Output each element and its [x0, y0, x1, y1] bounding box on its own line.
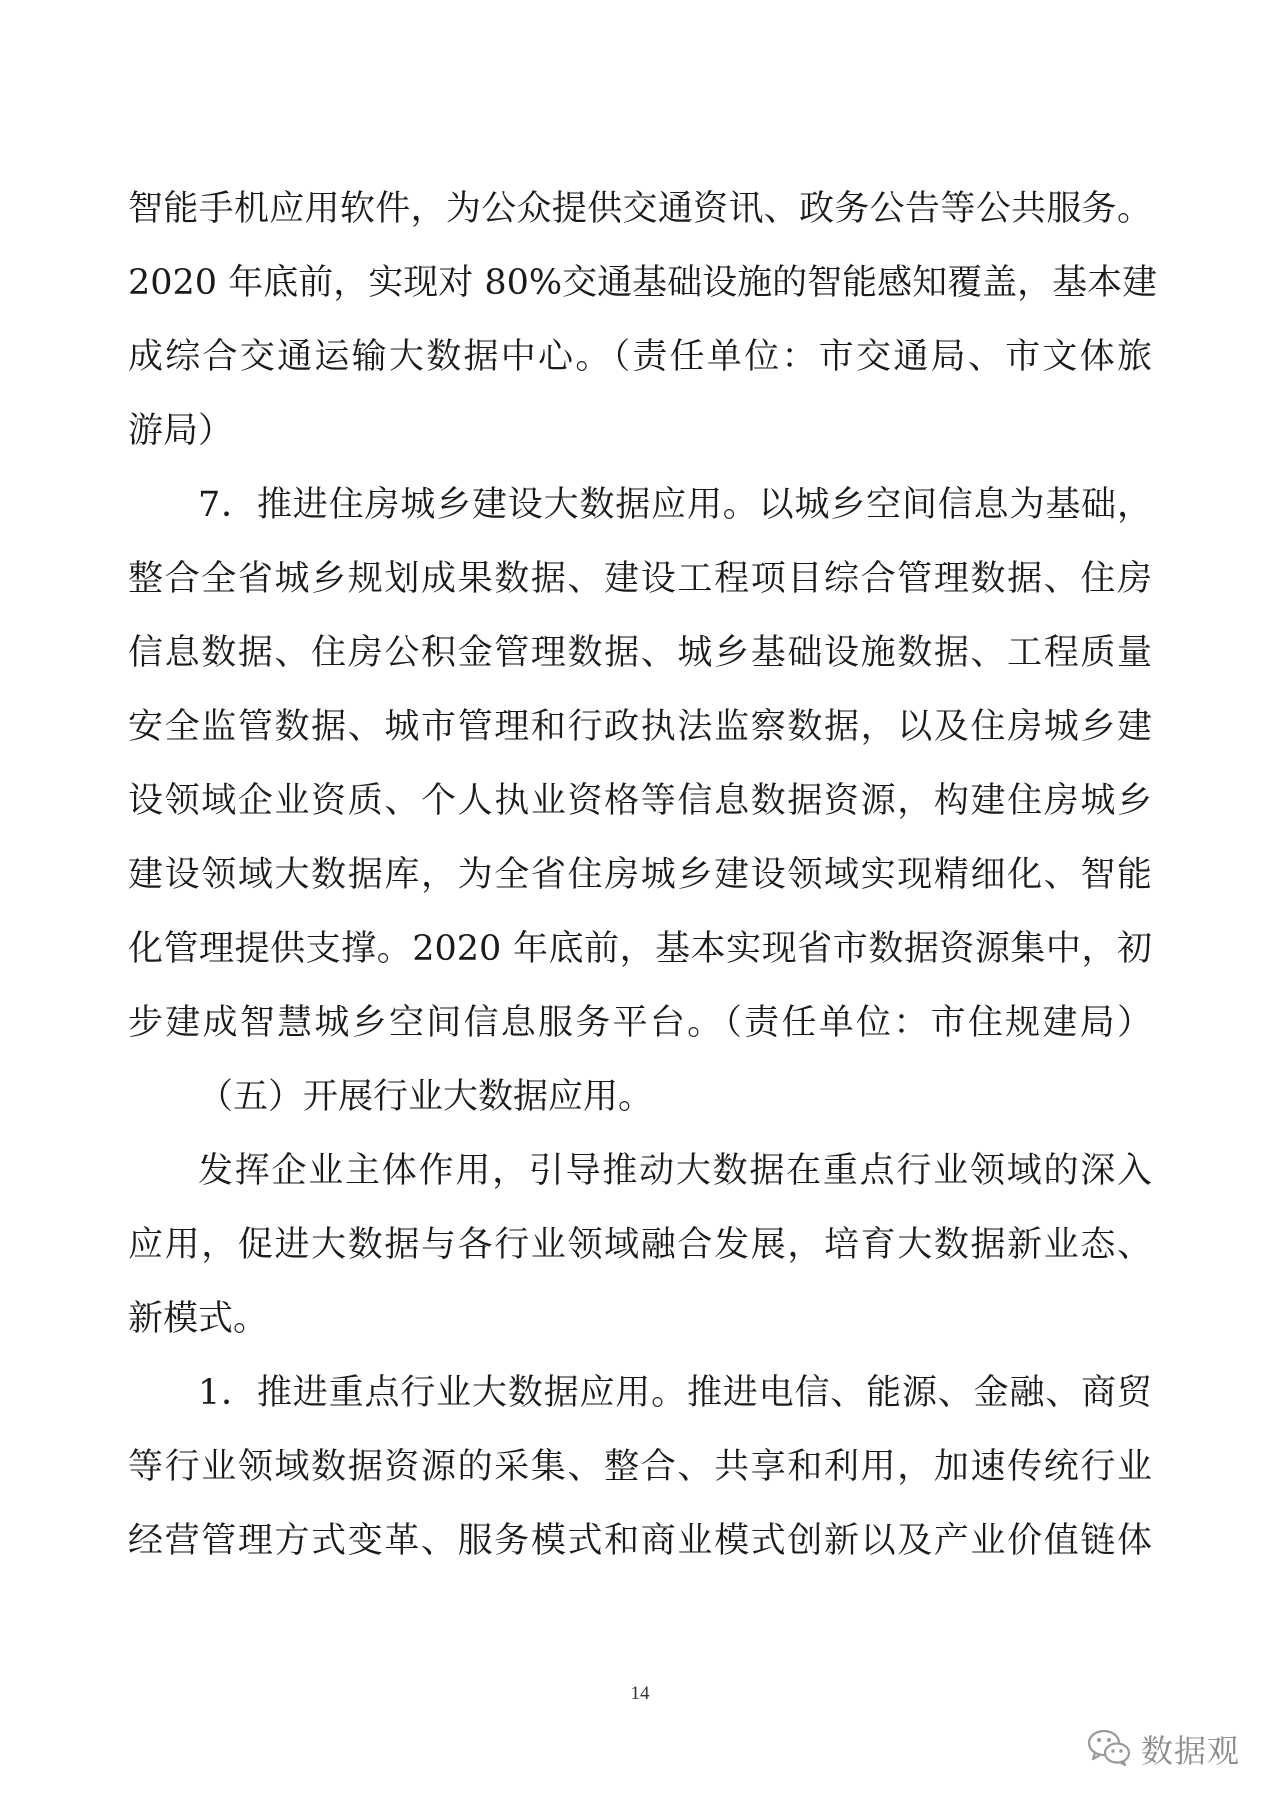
text-line: 7．推进住房城乡建设大数据应用。以城乡空间信息为基础， — [198, 485, 1152, 525]
text-line: （五）开展行业大数据应用。 — [198, 1077, 654, 1117]
text-line: 建设领域大数据库，为全省住房城乡建设领域实现精细化、智能 — [128, 855, 1152, 895]
text-line: 成综合交通运输大数据中心。（责任单位：市交通局、市文体旅 — [128, 337, 1152, 377]
watermark-text: 数据观 — [1140, 1732, 1240, 1770]
text-line: 新模式。 — [128, 1299, 269, 1339]
text-line: 智能手机应用软件，为公众提供交通资讯、政务公告等公共服务。 — [128, 189, 1152, 229]
text-line: 经营管理方式变革、服务模式和商业模式创新以及产业价值链体 — [128, 1521, 1152, 1561]
text-line: 信息数据、住房公积金管理数据、城乡基础设施数据、工程质量 — [128, 633, 1152, 673]
text-line: 等行业领域数据资源的采集、整合、共享和利用，加速传统行业 — [128, 1447, 1152, 1487]
text-line: 步建成智慧城乡空间信息服务平台。（责任单位：市住规建局） — [128, 1003, 1152, 1043]
text-line: 整合全省城乡规划成果数据、建设工程项目综合管理数据、住房 — [128, 559, 1152, 599]
text-line: 发挥企业主体作用，引导推动大数据在重点行业领域的深入 — [198, 1151, 1152, 1191]
text-line: 应用，促进大数据与各行业领域融合发展，培育大数据新业态、 — [128, 1225, 1152, 1265]
watermark — [1087, 1726, 1240, 1772]
wechat-icon — [1087, 1728, 1131, 1770]
page-number: 14 — [630, 1683, 650, 1704]
text-line: 安全监管数据、城市管理和行政执法监察数据，以及住房城乡建 — [128, 707, 1152, 747]
text-line: 游局） — [128, 411, 234, 451]
text-line: 2020 年底前，实现对 80%交通基础设施的智能感知覆盖，基本建 — [128, 263, 1158, 303]
document-body — [128, 172, 1158, 1578]
text-line: 化管理提供支撑。2020 年底前，基本实现省市数据资源集中，初 — [128, 929, 1152, 969]
text-line: 设领域企业资质、个人执业资格等信息数据资源，构建住房城乡 — [128, 781, 1152, 821]
text-line: 1．推进重点行业大数据应用。推进电信、能源、金融、商贸 — [198, 1373, 1152, 1413]
